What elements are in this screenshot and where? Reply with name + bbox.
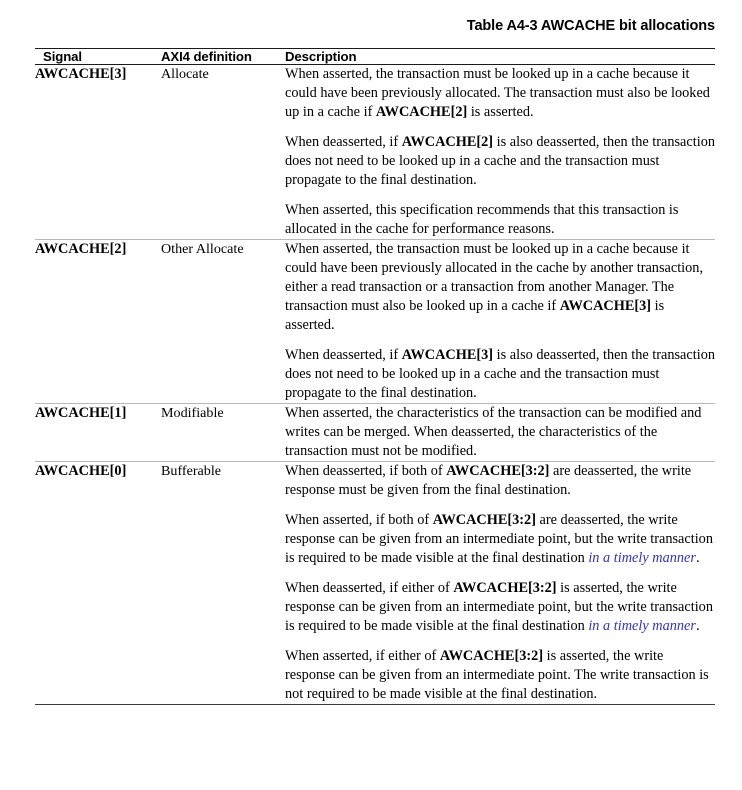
glossary-link-timely-manner[interactable]: in a timely manner [588, 550, 696, 567]
text-run: When deasserted, if both of [285, 463, 447, 480]
description-paragraph [285, 462, 715, 500]
text-run: When deasserted, if either of [285, 580, 454, 597]
signal-reference: AWCACHE[3:2] [453, 580, 557, 597]
description-paragraph [285, 511, 715, 568]
signal-reference: AWCACHE[2] [375, 104, 468, 121]
text-run: When asserted, this specification recommends that this transaction is allocated in the cache for performance reasons. [285, 202, 679, 238]
document-page [0, 18, 742, 790]
text-run: . [695, 618, 700, 635]
column-header-signal: Signal [35, 49, 161, 65]
cell-signal: AWCACHE[1] [35, 404, 161, 462]
signal-reference: AWCACHE[3:2] [446, 463, 550, 480]
table-row [35, 65, 715, 240]
cell-description [285, 462, 715, 705]
text-run: When asserted, the transaction must be looked up in a cache because it could have been previously allocated. The transaction must also be looked up in a cache if [285, 66, 710, 121]
column-header-description: Description [285, 49, 715, 65]
table-row [35, 404, 715, 462]
text-run: . [695, 550, 700, 567]
table-header [35, 49, 715, 65]
text-run: When asserted, the characteristics of the transaction can be modified and writes can be merged. When deasserted, the characteristics of the transaction must not be modified. [285, 405, 702, 460]
signal-reference: AWCACHE[3:2] [439, 648, 544, 665]
text-run: is asserted. [467, 104, 534, 121]
text-run: When asserted, if both of [285, 512, 433, 529]
awcache-bit-allocations-table [35, 48, 715, 705]
description-paragraph [285, 201, 715, 239]
table-container [35, 48, 715, 705]
signal-reference: AWCACHE[3:2] [432, 512, 536, 529]
text-run: When deasserted, if [285, 347, 402, 364]
text-run: are deasserted, the write response must be given from the final destination. [285, 463, 692, 499]
cell-description [285, 404, 715, 462]
description-paragraph [285, 346, 715, 403]
text-run: When deasserted, if [285, 134, 402, 151]
table-row [35, 462, 715, 705]
text-run: is also deasserted, then the transaction does not need to be looked up in a cache and the transaction must propagate to the final destination. [285, 134, 715, 189]
description-paragraph [285, 240, 715, 335]
cell-signal: AWCACHE[0] [35, 462, 161, 705]
description-paragraph [285, 65, 715, 122]
cell-definition: Allocate [161, 65, 285, 240]
text-run: is asserted, the write response can be given from an intermediate point. The write transaction is not required to be made visible at the final destination. [285, 648, 709, 703]
text-run: When asserted, if either of [285, 648, 440, 665]
text-run: is asserted. [285, 298, 665, 334]
description-paragraph [285, 404, 715, 461]
description-paragraph [285, 579, 715, 636]
cell-definition: Bufferable [161, 462, 285, 705]
signal-reference: AWCACHE[2] [401, 134, 494, 151]
text-run: When asserted, the transaction must be looked up in a cache because it could have been previously allocated in the cache by another transaction, either a read transaction or a transaction from another Manager. The transaction must also be looked up in a cache if [285, 241, 704, 315]
table-caption: Table A4-3 AWCACHE bit allocations [466, 18, 715, 34]
signal-reference: AWCACHE[3] [401, 347, 494, 364]
text-run: is also deasserted, then the transaction does not need to be looked up in a cache and the transaction must propagate to the final destination. [285, 347, 715, 402]
cell-signal: AWCACHE[2] [35, 240, 161, 404]
glossary-link-timely-manner[interactable]: in a timely manner [588, 618, 696, 635]
table-body [35, 65, 715, 705]
description-paragraph [285, 133, 715, 190]
cell-definition: Other Allocate [161, 240, 285, 404]
cell-description [285, 240, 715, 404]
cell-signal: AWCACHE[3] [35, 65, 161, 240]
column-header-definition: AXI4 definition [161, 49, 285, 65]
table-header-row [35, 49, 715, 65]
cell-definition: Modifiable [161, 404, 285, 462]
signal-reference: AWCACHE[3] [559, 298, 652, 315]
cell-description [285, 65, 715, 240]
text-run: are deasserted, the write response can be given from an intermediate point, but the write transaction is required to be made visible at the final destination [285, 512, 713, 567]
text-run: is asserted, the write response can be given from an intermediate point, but the write transaction is required to be made visible at the final destination [285, 580, 713, 635]
table-row [35, 240, 715, 404]
description-paragraph [285, 647, 715, 704]
